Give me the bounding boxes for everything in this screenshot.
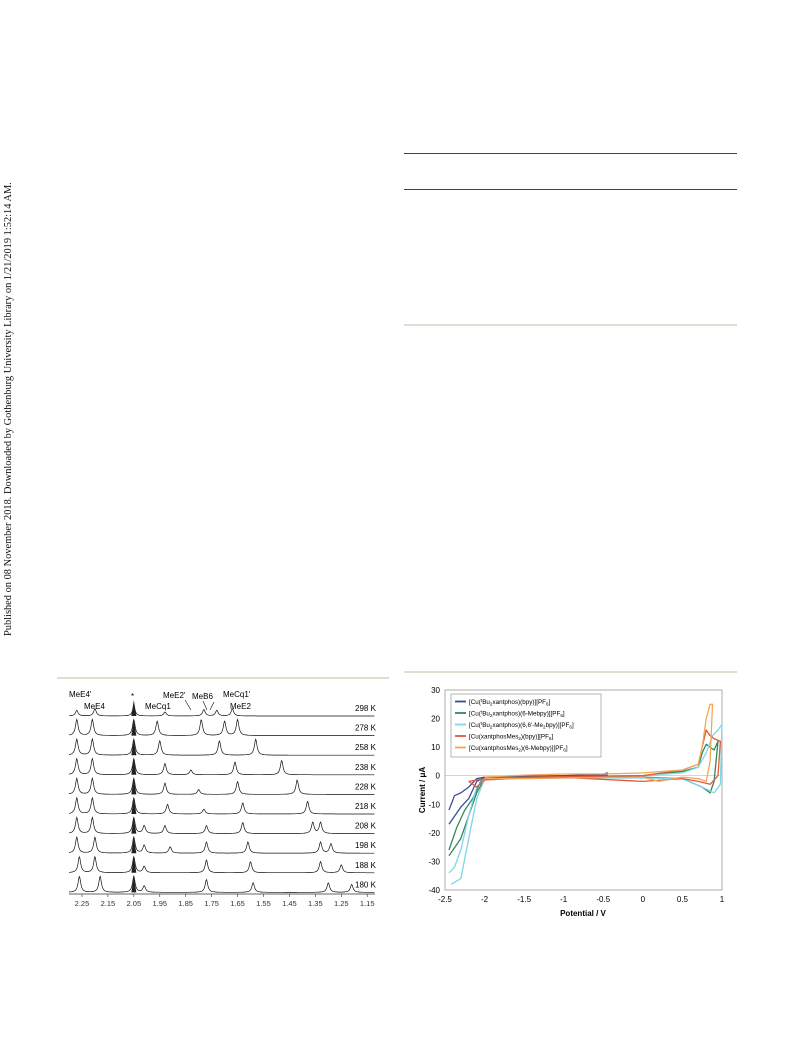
nmr-x-tick-label: 1.95 — [152, 899, 168, 908]
cv-legend-entry: $[Cu(xantphosMes_2)(6-Mebpy)][PF_6]$ — [469, 745, 568, 753]
vt-nmr-spectra-chart — [57, 684, 389, 920]
temperature-label: 298 K — [355, 704, 376, 713]
cv-y-axis-label: Current / μA — [418, 766, 427, 814]
nmr-trace-198k — [69, 837, 374, 853]
temperature-label: 278 K — [355, 723, 376, 733]
table-top-rule — [404, 153, 737, 154]
nmr-trace-298k — [69, 706, 374, 716]
nmr-trace-180k — [69, 876, 374, 892]
cv-y-tick-label: -10 — [428, 800, 440, 810]
cv-y-tick-label: -30 — [428, 857, 440, 867]
temperature-label: 188 K — [355, 860, 376, 870]
peak-label: MeB6 — [192, 692, 213, 701]
cv-y-tick-label: 20 — [431, 714, 440, 724]
nmr-trace-188k — [69, 857, 374, 873]
peak-label: * — [131, 692, 135, 701]
cv-x-tick-label: -0.5 — [596, 895, 611, 904]
peak-label: MeCq1 — [145, 702, 171, 711]
nmr-trace-208k — [69, 817, 374, 833]
nmr-x-tick-label: 1.75 — [204, 899, 219, 908]
cv-x-tick-label: 0 — [640, 895, 646, 904]
cv-y-tick-label: -40 — [428, 886, 440, 895]
temperature-label: 228 K — [355, 782, 376, 792]
nmr-x-tick-label: 1.45 — [282, 899, 297, 908]
publication-note-text: Published on 08 November 2018. Downloaded by Gothenburg University Library on 1/21/2019 1:52:14 AM. — [3, 182, 14, 636]
peak-arrow — [210, 702, 214, 710]
cv-y-tick-label: -20 — [428, 828, 440, 838]
nmr-figure-top-rule — [57, 677, 389, 679]
nmr-x-tick-label: 1.85 — [178, 899, 193, 908]
cv-legend-entry: $[Cu(^tBu_2xantphos)(bpy)][PF_6]$ — [469, 698, 551, 707]
temperature-label: 218 K — [355, 802, 376, 811]
cv-x-tick-label: 1 — [719, 895, 725, 904]
nmr-x-tick-label: 1.55 — [256, 899, 271, 908]
cv-legend-entry: $[Cu(^tBu_2xantphos)(6,6'-Me_2bpy)][PF_6]$ — [469, 721, 574, 730]
table-header-rule — [404, 189, 737, 190]
nmr-x-tick-label: 1.25 — [333, 899, 349, 908]
cv-x-tick-label: 0.5 — [676, 895, 688, 904]
cv-y-tick-label: 30 — [431, 686, 440, 695]
cv-x-tick-label: -1.5 — [517, 895, 532, 904]
nmr-trace-278k — [69, 719, 374, 735]
peak-label: MeE2 — [230, 702, 251, 711]
publication-sidebar-note — [0, 0, 20, 1039]
cv-y-tick-label: 0 — [435, 771, 440, 781]
nmr-trace-258k — [69, 739, 374, 755]
nmr-trace-218k — [69, 798, 374, 814]
nmr-trace-228k — [69, 778, 374, 794]
peak-arrow — [185, 700, 191, 710]
peak-label: MeE4 — [84, 702, 105, 711]
nmr-x-tick-label: 2.05 — [126, 899, 142, 908]
cv-x-tick-label: -2.5 — [438, 895, 452, 904]
cv-x-tick-label: -1 — [560, 895, 568, 904]
cv-x-axis-label: Potential / V — [560, 909, 606, 918]
peak-arrow — [203, 701, 207, 710]
cv-legend-entry: $[Cu(xantphosMes_2)(bpy)][PF_6]$ — [469, 733, 554, 741]
solvent-peak-mark — [131, 700, 136, 716]
nmr-trace-238k — [69, 759, 374, 775]
cv-legend-entry: $[Cu(^tBu_2xantphos)(6-Mebpy)][PF_6]$ — [469, 709, 565, 718]
nmr-x-tick-label: 1.65 — [230, 899, 245, 908]
cv-figure-top-rule — [404, 671, 737, 673]
table-bottom-rule — [404, 324, 737, 326]
peak-label: MeE2' — [163, 691, 186, 700]
cyclic-voltammogram-chart — [404, 680, 737, 920]
peak-label: MeE4' — [69, 690, 92, 699]
nmr-x-tick-label: 1.35 — [308, 899, 323, 908]
temperature-label: 208 K — [355, 821, 376, 831]
cv-y-tick-label: 10 — [431, 743, 440, 753]
temperature-label: 258 K — [355, 743, 376, 753]
temperature-label: 198 K — [355, 841, 376, 851]
peak-label: MeCq1' — [223, 690, 251, 699]
temperature-label: 180 K — [355, 880, 376, 890]
nmr-x-tick-label: 1.15 — [359, 899, 375, 908]
cv-x-tick-label: -2 — [481, 895, 489, 904]
nmr-x-tick-label: 2.25 — [74, 899, 90, 908]
temperature-label: 238 K — [355, 762, 376, 772]
nmr-x-tick-label: 2.15 — [100, 899, 116, 908]
